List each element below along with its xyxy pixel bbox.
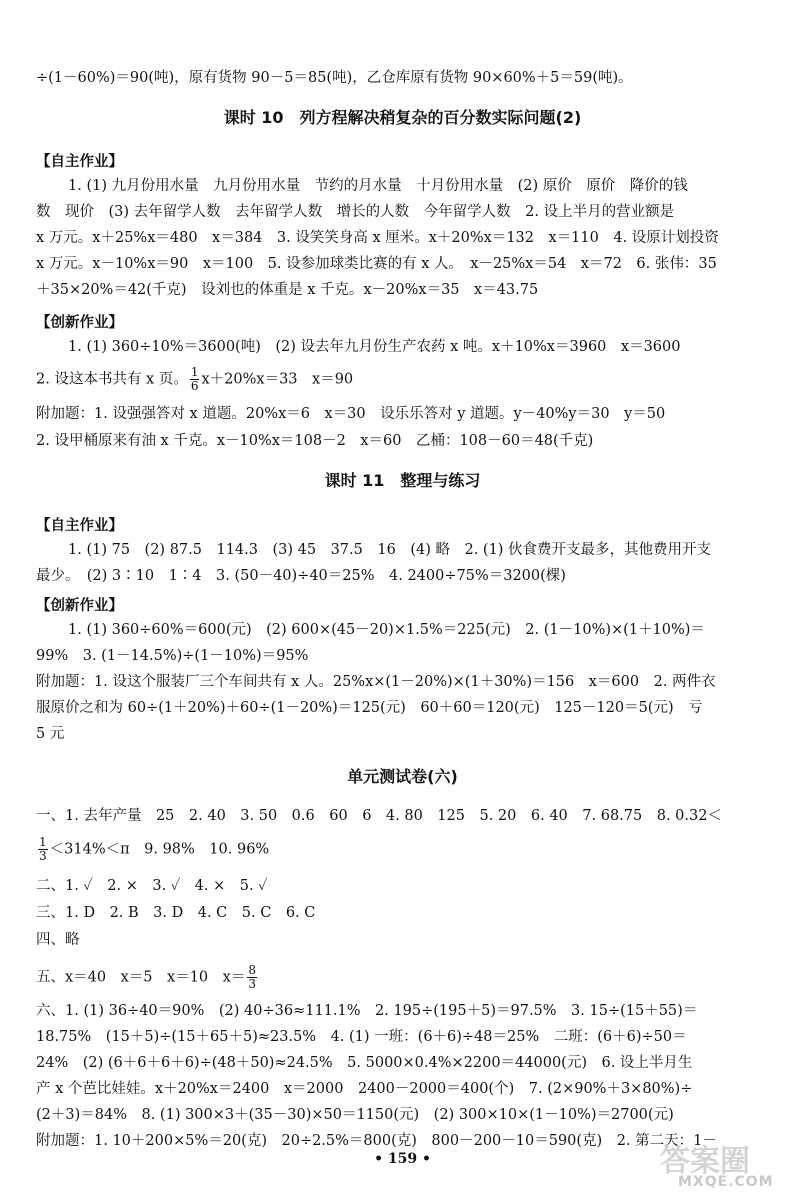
lesson10-self-line-1: 1. (1) 九月份用水量 九月份用水量 节约的月水量 十月份用水量 (2) 原价 原价 降价的钱 xyxy=(68,178,688,194)
lesson10-extra-line-1: 附加题：1. 设强强答对 x 道题。20%x＝6 x＝30 设乐乐答对 y 道题。y－40%y＝30 y＝50 xyxy=(36,406,666,422)
lesson10-self-line-4: x 万元。x－10%x＝90 x＝100 5. 设参加球类比赛的有 x 人。 x－25%x＝54 x＝72 6. 张伟：35 xyxy=(36,256,717,272)
fraction-denominator: 6 xyxy=(190,379,199,393)
unit-test-extra: 附加题：1. 10＋200×5%＝20(克) 20÷2.5%＝800(克) 800－200－10＝590(克) 2. 第二天：1－ xyxy=(36,1133,717,1149)
page-number: • 159 • xyxy=(374,1151,431,1167)
unit-test-q6-line-5: (2＋3)＝84% 8. (1) 300×3＋(35－30)×50＝1150(元) (2) 300×10×(1－10%)＝2700(元) xyxy=(36,1107,674,1123)
unit-test-q1-line-2 xyxy=(0,836,805,863)
lesson10-self-line-5: ＋35×20%＝42(千克) 设刘也的体重是 x 千克。x－20%x＝35 x＝43.75 xyxy=(36,282,539,298)
lesson10-innov-line-1: 1. (1) 360÷10%＝3600(吨) (2) 设去年九月份生产农药 x 吨。x＋10%x＝3960 x＝3600 xyxy=(68,339,681,355)
unit-test-q6-line-1: 六、1. (1) 36÷40＝90% (2) 40÷36≈111.1% 2. 195÷(195＋5)＝97.5% 3. 15÷(15＋55)＝ xyxy=(36,1003,698,1019)
fraction-numerator: 1 xyxy=(190,365,199,379)
fraction-denominator: 3 xyxy=(39,849,47,863)
lesson10-self-line-3: x 万元。x＋25%x＝480 x＝384 3. 设笑笑身高 x 厘米。x＋20%x＝132 x＝110 4. 设原计划投资 xyxy=(36,230,719,246)
fraction-numerator: 1 xyxy=(39,835,47,849)
continued-line: ÷(1－60%)＝90(吨)，原有货物 90－5＝85(吨)，乙仓库原有货物 90×60%＋5＝59(吨)。 xyxy=(36,70,633,86)
lesson10-self-line-2: 数 现价 (3) 去年留学人数 去年留学人数 增长的人数 今年留学人数 2. 设上半月的营业额是 xyxy=(36,204,675,220)
lesson11-extra-line-3: 5 元 xyxy=(36,726,65,742)
lesson10-innov-line-2 xyxy=(0,366,805,393)
unit-test-q6-line-2: 18.75% (15＋5)÷(15＋65＋5)≈23.5% 4. (1) 一班：(6＋6)÷48＝25% 二班：(6＋6)÷50＝ xyxy=(36,1029,687,1045)
unit-test-q6-line-3: 24% (2) (6＋6＋6＋6)÷(48＋50)≈24.5% 5. 5000×0.4%×2200＝44000(元) 6. 设上半月生 xyxy=(36,1055,693,1071)
watermark-url: MXQE.COM xyxy=(678,1174,774,1190)
lesson10-title: 课时 10 列方程解决稍复杂的百分数实际问题(2) xyxy=(223,108,582,127)
lesson10-extra-line-2: 2. 设甲桶原来有油 x 千克。x－10%x＝108－2 x＝60 乙桶：108－60＝48(千克) xyxy=(36,433,594,449)
lesson11-innov-line-2: 99% 3. (1－14.5%)÷(1－10%)＝95% xyxy=(36,648,309,664)
fraction-eight-thirds xyxy=(247,964,257,991)
unit-test-q1-line-1: 一、1. 去年产量 25 2. 40 3. 50 0.6 60 6 4. 80 125 5. 20 6. 40 7. 68.75 8. 0.32＜ xyxy=(36,808,722,824)
lesson10-innov-section: 【创新作业】 xyxy=(36,315,123,331)
lesson10-self-section: 【自主作业】 xyxy=(36,154,123,170)
lesson11-title: 课时 11 整理与练习 xyxy=(324,471,481,490)
fraction-one-third xyxy=(38,836,48,863)
innov-line2-post: x＋20%x＝33 x＝90 xyxy=(201,371,354,388)
lesson11-extra-line-2: 服原价之和为 60÷(1＋20%)＋60÷(1－20%)＝125(元) 60＋60＝120(元) 125－120＝5(元) 亏 xyxy=(36,700,703,716)
unit-test-q6-line-4: 产 x 个芭比娃娃。x＋20%x＝2400 x＝2000 2400－2000＝400(个) 7. (2×90%＋3×80%)÷ xyxy=(36,1081,693,1097)
fraction-one-sixth xyxy=(190,366,200,393)
watermark-logo: 答案圈 xyxy=(660,1144,750,1179)
unit-test-title: 单元测试卷(六) xyxy=(347,767,458,786)
unit-test-q5 xyxy=(0,964,805,991)
q1-line2-post: ＜314%＜π 9. 98% 10. 96% xyxy=(49,841,270,858)
unit-test-q3: 三、1. D 2. B 3. D 4. C 5. C 6. C xyxy=(36,905,316,921)
lesson11-innov-section: 【创新作业】 xyxy=(36,598,123,614)
lesson11-extra-line-1: 附加题：1. 设这个服装厂三个车间共有 x 人。25%x×(1－20%)×(1＋30%)＝156 x＝600 2. 两件衣 xyxy=(36,674,716,690)
q5-pre: 五、x＝40 x＝5 x＝10 x＝ xyxy=(36,969,246,986)
unit-test-q4: 四、略 xyxy=(36,932,80,948)
innov-line2-pre: 2. 设这本书共有 x 页。 xyxy=(36,371,188,388)
lesson11-self-line-1: 1. (1) 75 (2) 87.5 114.3 (3) 45 37.5 16 (4) 略 2. (1) 伙食费开支最多，其他费用开支 xyxy=(68,542,712,558)
lesson11-self-section: 【自主作业】 xyxy=(36,518,123,534)
fraction-numerator: 8 xyxy=(248,963,256,977)
lesson11-self-line-2: 最少。 (2) 3∶10 1∶4 3. (50－40)÷40＝25% 4. 2400÷75%＝3200(棵) xyxy=(36,568,566,584)
fraction-denominator: 3 xyxy=(248,977,256,991)
unit-test-q2: 二、1. ✓ 2. × 3. ✓ 4. × 5. ✓ xyxy=(36,878,268,894)
lesson11-innov-line-1: 1. (1) 360÷60%＝600(元) (2) 600×(45－20)×1.5%＝225(元) 2. (1－10%)×(1＋10%)＝ xyxy=(68,622,705,638)
